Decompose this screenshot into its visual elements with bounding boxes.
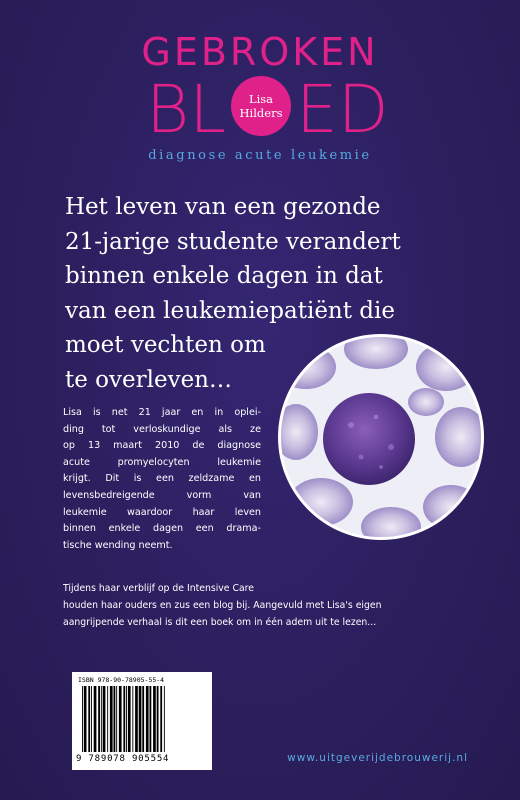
barcode-bar [107, 686, 108, 752]
blurb-line: houden haar ouders en zus een blog bij. Aangevuld met Lisa's eigen [63, 600, 382, 611]
blurb-paragraph-2 [63, 580, 463, 631]
barcode-bar [119, 686, 122, 752]
blurb-line: ding tot verloskundige als ze [63, 423, 261, 435]
author-first-name: Lisa [248, 92, 274, 106]
barcode-bar [110, 686, 113, 752]
headline-line: moet vechten om [65, 332, 266, 358]
blurb-line: op 13 maart 2010 de diagnose [63, 440, 261, 452]
publisher-website: www.uitgeverijdebrouwerij.nl [287, 752, 468, 764]
title-line-2-left: BL [146, 71, 226, 148]
blurb-paragraph-1 [63, 405, 261, 554]
barcode-bar [116, 686, 117, 752]
barcode-bar [82, 686, 83, 752]
headline-line: van een leukemiepatiënt die [65, 297, 395, 324]
barcode-bar [142, 686, 144, 752]
blurb-line: krijgt. Dit is een zeldzame en [63, 473, 261, 485]
blurb-line: aangrijpende verhaal is dit een boek om in één adem uit te lezen... [63, 617, 377, 628]
title-line-2 [146, 70, 406, 150]
barcode-bar [132, 686, 133, 752]
barcode-bar [84, 686, 87, 752]
barcode-bar [98, 686, 100, 752]
blurb-line: acute promyelocyten leukemie [63, 456, 261, 468]
barcode-bar [128, 686, 131, 752]
headline-line: Het leven van een gezonde [65, 194, 381, 220]
barcode-bar [164, 686, 165, 752]
barcode [72, 672, 212, 770]
blood-cells-illustration [281, 337, 481, 537]
barcode-bar [139, 686, 142, 752]
barcode-bar [103, 686, 106, 752]
blurb-line: Lisa is net 21 jaar en in oplei- [63, 407, 261, 418]
blurb-line: levensbedreigende vorm van [63, 489, 261, 501]
barcode-bar [150, 686, 152, 752]
headline-line: binnen enkele dagen in dat [65, 263, 383, 289]
barcode-bar [114, 686, 116, 752]
barcode-bar [146, 686, 149, 752]
blurb-line: Tijdens haar verblijf op de Intensive Care [63, 583, 254, 594]
headline-line: te overleven… [65, 366, 232, 393]
title-line-1: GEBROKEN [141, 30, 379, 74]
barcode-bar [123, 686, 125, 752]
barcode-bar [160, 686, 162, 752]
author-last-name: Hilders [239, 106, 283, 120]
barcode-bar [126, 686, 127, 752]
blurb-line: binnen enkele dagen een drama- [63, 523, 261, 535]
author-badge [231, 76, 291, 136]
isbn-label: ISBN 978-90-78905-55-4 [78, 676, 165, 684]
blood-cell-microscope-image [278, 334, 484, 540]
barcode-bar [91, 686, 92, 752]
barcode-digits: 9 789078 905554 [76, 754, 170, 764]
blurb-line: leukemie waardoor haar leven [63, 506, 261, 518]
barcode-bar [157, 686, 159, 752]
barcode-bar [153, 686, 156, 752]
barcode-bar [135, 686, 138, 752]
title-line-2-right: ED [296, 71, 389, 148]
blurb-line: tische wending neemt. [63, 539, 173, 551]
barcode-bar [101, 686, 102, 752]
headline-line: 21-jarige studente verandert [65, 228, 401, 255]
barcode-bar [94, 686, 97, 752]
barcode-bar [88, 686, 90, 752]
barcode-bars [76, 686, 208, 754]
subtitle: diagnose acute leukemie [148, 148, 372, 163]
